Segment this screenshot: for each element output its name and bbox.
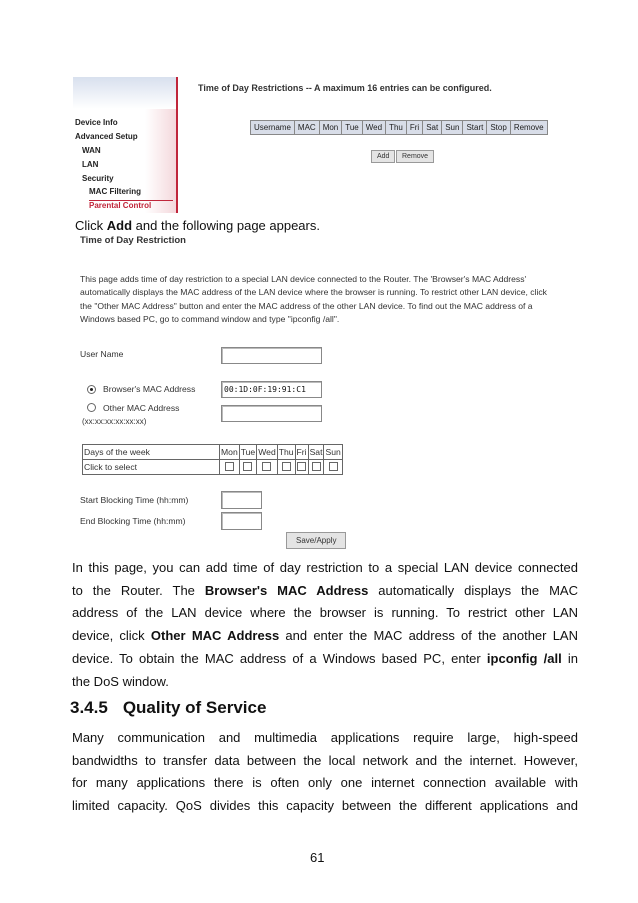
sidebar-item-parental-control[interactable]: Parental Control: [89, 200, 173, 210]
day-sun: Sun: [324, 445, 342, 460]
text-line: device. To obtain the MAC address of a Windows based PC, enter ipconfig /all in: [72, 650, 579, 666]
day-fri: Fri: [295, 445, 308, 460]
day-sat: Sat: [308, 445, 324, 460]
col-mon: Mon: [319, 121, 342, 135]
restrictions-table: [250, 120, 548, 135]
other-mac-input[interactable]: [221, 405, 322, 422]
days-table: [82, 444, 343, 475]
thu-checkbox[interactable]: [282, 462, 291, 471]
days-header-row: [83, 445, 343, 460]
page-number: 61: [310, 850, 325, 865]
table-header-row: [251, 121, 548, 135]
sun-checkbox[interactable]: [329, 462, 338, 471]
day-wed: Wed: [257, 445, 278, 460]
time-of-day-restriction-screenshot: [80, 235, 547, 553]
user-name-label: User Name: [80, 349, 124, 359]
day-thu: Thu: [277, 445, 295, 460]
text-line: Many communication and multimedia applications require large, high-speed: [72, 730, 578, 745]
form-heading: Time of Day Restriction: [80, 235, 186, 246]
sidebar-item-device-info[interactable]: Device Info: [75, 118, 118, 127]
form-description: This page adds time of day restriction to a special LAN device connected to the Router. The 'Browser's MAC Address' automatically displays the MAC address of the LAN device where the browser is running. To restrict other LAN device, click the "Other MAC Address" button and enter the MAC address of the other LAN device. To find out the MAC address of a Windows based PC, go to command window and type "ipconfig /all".: [80, 274, 547, 325]
paragraph-qos: [72, 727, 578, 818]
sidebar-header: [73, 77, 176, 109]
col-stop: Stop: [487, 121, 510, 135]
days-label: Days of the week: [83, 445, 220, 460]
browser-mac-input[interactable]: 00:1D:0F:19:91:C1: [221, 381, 322, 398]
sidebar-item-wan[interactable]: WAN: [82, 146, 101, 155]
col-wed: Wed: [362, 121, 385, 135]
text-line: bandwidths to transfer data between the local network and the internet. However,: [72, 752, 578, 768]
browser-mac-radio[interactable]: [87, 385, 96, 394]
col-start: Start: [463, 121, 487, 135]
add-button[interactable]: Add: [371, 150, 395, 163]
col-sat: Sat: [423, 121, 442, 135]
caption-bold: Add: [106, 218, 133, 233]
section-heading: [70, 698, 266, 718]
days-checkbox-row: [83, 460, 343, 475]
fri-checkbox[interactable]: [297, 462, 306, 471]
paragraph-parental-control: [72, 557, 578, 693]
end-time-input[interactable]: [221, 512, 262, 530]
sat-checkbox[interactable]: [312, 462, 321, 471]
start-time-label: Start Blocking Time (hh:mm): [80, 495, 189, 505]
click-to-select-label: Click to select: [83, 460, 220, 475]
start-time-input[interactable]: [221, 491, 262, 509]
day-tue: Tue: [239, 445, 257, 460]
other-mac-radio[interactable]: [87, 403, 96, 412]
caption-text-post: and the following page appears.: [132, 218, 320, 233]
sidebar-item-lan[interactable]: LAN: [82, 160, 99, 169]
wed-checkbox[interactable]: [262, 462, 271, 471]
col-fri: Fri: [406, 121, 422, 135]
browser-mac-label: Browser's MAC Address: [103, 384, 196, 394]
col-mac: MAC: [294, 121, 319, 135]
other-mac-hint: (xx:xx:xx:xx:xx:xx): [82, 417, 147, 426]
col-thu: Thu: [386, 121, 407, 135]
sidebar-item-mac-filtering[interactable]: MAC Filtering: [89, 187, 141, 196]
col-sun: Sun: [442, 121, 463, 135]
col-remove: Remove: [510, 121, 547, 135]
text-line: the DoS window.: [72, 673, 169, 689]
text-line: address of the LAN device where the browser is running. To restrict other LAN: [72, 605, 578, 621]
sidebar-item-security[interactable]: Security: [82, 174, 114, 183]
col-tue: Tue: [342, 121, 363, 135]
section-title: Quality of Service: [122, 698, 267, 717]
text-line: to the Router. The Browser's MAC Address automatically displays the MAC: [72, 582, 578, 598]
sidebar-item-advanced-setup[interactable]: Advanced Setup: [75, 132, 138, 141]
col-username: Username: [251, 121, 295, 135]
end-time-label: End Blocking Time (hh:mm): [80, 516, 186, 526]
remove-button[interactable]: Remove: [396, 150, 434, 163]
page-title: Time of Day Restrictions -- A maximum 16 entries can be configured.: [198, 83, 492, 93]
parental-control-screenshot: [73, 77, 565, 213]
text-line: for many applications there is often only one internet connection available with: [72, 775, 578, 791]
text-line: device, click Other MAC Address and enter the MAC address of the another LAN: [72, 628, 578, 644]
tue-checkbox[interactable]: [243, 462, 252, 471]
day-mon: Mon: [220, 445, 240, 460]
caption-text-pre: Click: [75, 218, 107, 233]
text-line: limited capacity. QoS divides this capacity between the different applications and: [72, 798, 578, 814]
other-mac-label: Other MAC Address: [103, 403, 180, 413]
section-number: 3.4.5: [70, 698, 108, 717]
text-line: In this page, you can add time of day restriction to a special LAN device connected: [72, 560, 578, 575]
user-name-input[interactable]: [221, 347, 322, 364]
mon-checkbox[interactable]: [225, 462, 234, 471]
save-apply-button[interactable]: Save/Apply: [286, 532, 346, 549]
